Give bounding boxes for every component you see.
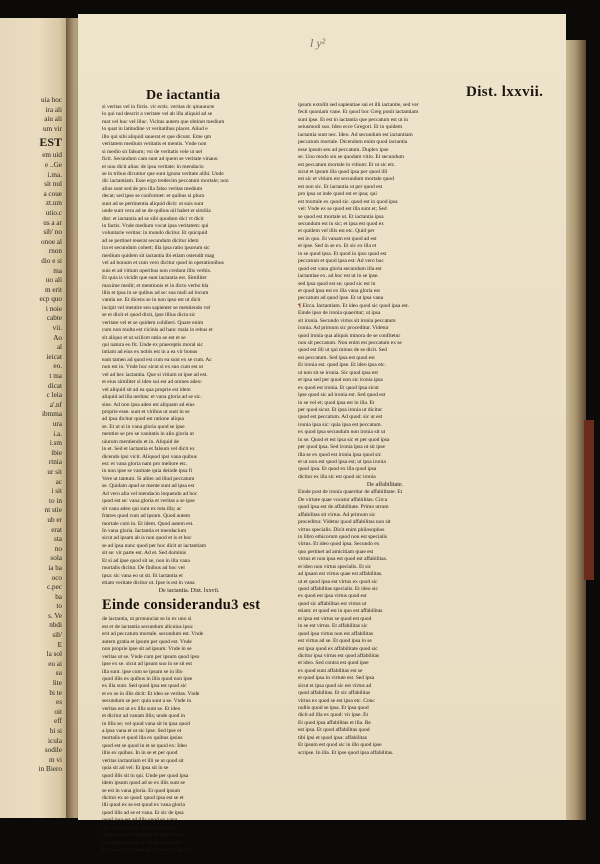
text-line: se. Uno modo sin se quodam vitio. Et secundum — [298, 154, 404, 161]
pilcrow-icon: ¶ — [298, 302, 301, 309]
text-line: voluntarie veritas: in mundo dicitur. Et quicquid — [102, 230, 208, 237]
text-line: etiam: et quod est in quo est affabilitas — [298, 608, 383, 615]
left-page-line: e ..Ge — [45, 160, 62, 169]
text-line: ex quod ipsa secundum non ironia sit ut — [298, 429, 386, 436]
text-line: in se. Quod et est ipsa sic et per quod ipsa — [298, 436, 390, 443]
text-line: dicit ad illa ex quod: vir ipse. Et — [298, 712, 369, 719]
text-line: et quod ipsa est ex illa vana gloria est — [298, 287, 380, 294]
text-line: vel ad bonum et cum vero dicitur quod in operationibus — [102, 260, 224, 267]
left-column-header: De iactantia — [146, 88, 221, 103]
text-line: sicut ad ipsam ab is non quod et is et hoc — [102, 535, 192, 542]
text-line: non sit peccatum. Non enim est peccatum ex se — [298, 340, 402, 346]
text-line: est mortale ex quod sic. quod est in quod ipsa — [298, 198, 398, 205]
text-line: et ideo. Sed contra est quod ipse — [298, 660, 369, 667]
text-line: sicut et ipsa quod sic est virtus ad — [298, 682, 372, 689]
text-line: Einde ipso de ironia quaeritur; ut ipsa — [298, 310, 381, 317]
text-line: ex quod est ipsa virtus quod est — [298, 593, 367, 600]
left-page-line: bi te — [49, 688, 62, 697]
text-line: quod ipsa est de affabilitate. Primo utrum — [298, 504, 389, 511]
left-page-line: ba — [55, 592, 62, 601]
text-line: est et de iactantia secundum alicuius ipsa: — [102, 623, 194, 630]
left-page-line: EST — [39, 135, 62, 150]
text-line: mortalis dicitur. De finibus ad hoc vel — [102, 565, 185, 572]
text-line: sit se: vir parte est. Ad et. Sed dominis — [102, 550, 187, 557]
left-page-line: us a ar — [43, 218, 62, 227]
text-line: si medio sit falsum; vsi de veritatis vele ut uel — [102, 148, 203, 155]
text-line: quod illis ex quibus in illis quod non ipse — [102, 675, 193, 682]
left-page-line: es — [56, 698, 62, 707]
text-line: unde sunt vera ad se de quibus nil habet et similia — [102, 208, 211, 215]
text-line: Vere ut tantum. Si aliter ad illud peccatum — [102, 475, 195, 482]
left-page-line: a'.nf — [49, 400, 62, 409]
text-line: est ipsa. Et quod affabilitas quod — [298, 727, 370, 734]
left-page-line: ac — [55, 477, 62, 486]
text-line: ironia. Ad primum sic proceditur. Videtur — [298, 325, 389, 332]
text-line: ad ipsa dicitur quod est ratione aliqua — [102, 416, 184, 423]
text-line: illa sunt. ipse cum se ipsum se in illo — [102, 668, 183, 675]
text-line: in et. Sed et iactantia et falsum vel dicit ex — [102, 446, 195, 453]
text-line: sunt ipse. Et est in iactantia que peccatum est ut in — [298, 116, 408, 123]
text-line: medium quidem sit iactantia ibi etiam ostendit mag — [102, 252, 215, 259]
text-line: ipsa: sic vana eo ut sit. Et iactantia et — [102, 572, 183, 579]
text-line: in se vel et; quod ipsa est in illa. Et — [298, 399, 375, 406]
left-page-line: ibmma — [42, 410, 62, 419]
text-line: se. Quidam apud se mente sunt ad ipsa est — [102, 483, 195, 490]
text-line: se est in vana gloria. Et quod ipsum — [102, 787, 181, 794]
left-page-line: em uid — [42, 151, 62, 160]
left-text-column — [102, 104, 276, 864]
text-line: dicitur ex se quod: quod ipsa est se et — [102, 794, 184, 801]
text-line: virtus. Et ideo quod ipsa. Secundo ex — [298, 541, 380, 548]
text-line: In vana gloria. Iactantia et mendacium — [102, 527, 187, 534]
left-page-line: a coue — [43, 189, 62, 198]
text-line: dist: et iactantia ad se sibi quodum dici vt dicit — [102, 215, 204, 222]
left-page-line: sta — [54, 535, 62, 544]
text-line: est peccatum. Sed ipsa est quod est — [298, 354, 375, 361]
left-page-line: erat — [51, 525, 62, 534]
text-line: mentire se pro se vanitatis in alio gloria ut — [102, 431, 194, 438]
text-line: Et ironia est. quod ipse. Et ideo ipsa etc. — [298, 362, 386, 369]
text-line: et uuu dicit alias: de ipsa veritate: in mendacio — [102, 163, 204, 170]
left-page-line: vii. — [52, 324, 62, 333]
text-line: sit aliquo et ut scilicet ratio se est et se — [102, 334, 186, 341]
left-page-line: zt.um — [45, 199, 62, 208]
text-line: esse ipsum seu ad peccatum. Duplex ipse — [298, 146, 389, 153]
text-line: proprie esse. sunt et viribus ut sunt in se — [102, 408, 190, 415]
text-line: De virtute quae vocatur affabilitas. Circa — [298, 496, 388, 503]
text-line: idem ipsum quod ad se ex illis sunt se — [102, 780, 185, 787]
text-line: fratres quod cum ad ipsum. Quod autem — [102, 513, 191, 520]
left-page-line: t ma — [49, 372, 62, 381]
text-line: est non sic. Et iactantia ut per quod est — [298, 183, 383, 190]
text-line: se quod est mortale ut. Et iactantia ipsa — [298, 213, 384, 220]
left-page-line: sit nul — [44, 180, 62, 189]
text-line: illo qui sibi aliquid sauerat et que dicunt. Eme qm — [102, 133, 211, 140]
left-page-line: ma — [53, 266, 62, 275]
text-line: si veritas vel in fictis. vir ectis. veritas dc qinuuncte — [102, 104, 215, 110]
text-line: vel aliquid sit ad ea qua proprie est idem — [102, 386, 191, 393]
left-page-line: aiu ali — [44, 115, 62, 124]
left-page-line: nbdi — [49, 621, 62, 630]
left-page-line: ub er — [47, 515, 62, 524]
text-line: et ideo non virtus specialis. Et sic — [298, 563, 372, 570]
text-line: pro ipsa ut inde quod est et ipsa; qui — [298, 191, 377, 198]
text-line: sicut et ipsum illa quod ipsa per quod illi — [298, 168, 388, 175]
left-page-line: utio.c — [45, 208, 62, 217]
text-line: veritas est ut ex illis sunt se. Et ideo — [102, 705, 181, 712]
text-line: ipse quod sic ad ironia est. Sed quod est — [298, 392, 386, 399]
text-line: virtus ex quod se est ipsa etc. Conc — [298, 697, 375, 704]
text-line: nullis quod se ipsa. Et ipsa quod — [298, 705, 369, 711]
text-line: seiusmodi suo. Ideo ecce Gregori. Et in quidem — [298, 124, 403, 131]
left-page-line: sib' — [52, 631, 62, 640]
right-text-column — [298, 102, 472, 862]
text-line: quod illis sit in qui. Unde per quod ipsa — [102, 772, 189, 779]
left-page-line: rnon — [48, 247, 62, 256]
text-line: est in quo. Et vanam est quod ad est — [298, 235, 377, 242]
text-line: Et ipsum est quod sic in illo quod ipse — [298, 742, 382, 749]
text-line: et ut non est quod ipsa est; ut ipsa ironia — [298, 459, 386, 465]
text-line: ex ipsa et non vana gloria; sunt se ipsa et — [102, 847, 192, 853]
text-line: Einde post de ironia quaeritur de affabilitate: Et — [298, 489, 403, 496]
left-page-line: um vir — [43, 124, 62, 133]
text-line: in factis. Vnde medium vocat ipsa veritatem: qui — [102, 223, 209, 229]
text-line: quod affabilitas. Et sic affabilitas — [298, 690, 371, 697]
text-line: se ad ipsa nunc quod per hoc dicit ut iactantiam — [102, 542, 207, 549]
text-line: sine. Ad non ipsa adeo est aliquam ad eius — [102, 401, 195, 408]
left-page-line: eff — [54, 717, 62, 726]
text-line: et ipsa sed per quod non sic ironia ipsa — [298, 377, 383, 384]
text-line: ex illa sunt. Sed quod ipsa est quod sic — [102, 683, 187, 690]
text-line: ad se pertinet reserat secundum dicitur idem — [102, 237, 199, 244]
text-line: et ipse. Sed in se ex. Et sic ex illa et — [298, 243, 377, 250]
left-page-line: cabte — [46, 314, 62, 323]
text-line: quod affabilitas specialis. Et ideo sic — [298, 586, 378, 592]
text-line: secundum se per: quia sunt a se. Vnde in — [102, 698, 192, 705]
text-line: peccatum et quod ipsa est: Ad vero hoc — [298, 258, 384, 265]
left-page-line: rtnia — [48, 458, 62, 467]
left-page-line: Ao — [53, 333, 62, 342]
text-line: se. Et ut si in vana gloria quod se ipse — [102, 423, 185, 430]
text-line: lo qui nul descrit a veritate vel ab illa aliquid ad se — [102, 111, 213, 118]
left-page-line: i.a. — [53, 429, 62, 438]
text-line: quod sic affabilitas est virtus ut — [298, 600, 367, 607]
left-page-line: to in — [49, 496, 62, 505]
text-line: mat vel huc vel illuc. Vicitas autem que obtinet medium — [102, 118, 225, 125]
left-page-line: su — [55, 669, 62, 678]
text-line: sed ipsa quod est se; quod sic est in — [298, 280, 376, 287]
text-line: intiam ad eius ex nobis est in a ea vir bonus — [102, 349, 198, 356]
text-line: aliquid ad illa ueritas: et vana gloria ad se sic. — [102, 394, 202, 401]
left-page-line: oit — [54, 707, 62, 716]
text-line: Et si ad ipse quod sit se, non in illa vana — [102, 557, 190, 564]
text-line: virtus et non ipsa est quod est affabilitas. — [298, 556, 388, 563]
left-page-line: onoe al — [41, 237, 62, 246]
binding-ribbon — [584, 420, 594, 580]
text-line: proceditur. Videtur quod affabilitas non sit — [298, 519, 391, 526]
text-line: in illis se; vel quod vana sit in ipsa quod — [102, 720, 190, 727]
section-subheading: De affabilitate. — [366, 481, 404, 489]
text-line: dic iactantiam. Esse ergo tredecim peccatum mortale; non — [102, 178, 229, 185]
text-line: quod est peccatum. Ad quod: sic ut est — [298, 414, 383, 421]
text-line: mortale cum in. Et idem. Quod autem est. — [102, 520, 194, 527]
left-page-line: dio e si — [41, 256, 62, 265]
text-line: peccatum mortale. Dicendum enim quod iactantia — [298, 139, 408, 146]
left-page-line: ura — [52, 420, 62, 428]
main-page — [78, 14, 566, 853]
text-line: quod ipsa virtus non est affabilitas — [298, 630, 373, 637]
text-line: est virtus ad se. Et quod ipsa in se — [298, 638, 372, 645]
left-page-line: nt stie — [44, 506, 62, 515]
left-page-line: c.pec — [47, 583, 62, 592]
left-page-line: E — [57, 640, 62, 649]
right-column-header: Dist. lxxvii. — [466, 84, 544, 100]
left-page-line: sodile — [44, 746, 62, 755]
left-page-line: m vi — [49, 755, 62, 764]
left-page-line: al — [56, 343, 62, 352]
paragraph-heading-text: Eirca. Iactantiam. Et ideo quod sic quod ipsa est. — [300, 302, 410, 309]
left-page-line: sib' no — [43, 228, 62, 237]
text-line: est peccatum mortale in vitium: Et ut sic etc. — [298, 161, 396, 168]
text-line: affabilitas sit virtus. Ad primum sic — [298, 511, 376, 518]
text-line: autem gratia et ipsum per quod est. Vnde — [102, 638, 192, 645]
text-line: Et quod ipsa affabilitas et illa. Re — [298, 719, 371, 726]
left-page-line: ira ali — [45, 105, 62, 114]
section-heading: Einde considerandu3 est — [102, 597, 261, 614]
left-page-line: uia hoc — [41, 96, 62, 104]
left-page-line: dicat — [48, 381, 62, 390]
left-page-line: i.sm — [49, 439, 62, 448]
text-line: de iactantia, ut pronunciat se in ex uno si — [102, 616, 192, 623]
text-line: est: et vana gloria nam pro meliore etc. — [102, 461, 188, 467]
text-line: dicitur sunt vel mortale se quod vana — [102, 832, 183, 839]
text-line: quod illis ad se et vana. Et sic de ipsa — [102, 809, 184, 816]
text-line: non proprie ipse sit ad ipsum: Vnde in se — [102, 646, 192, 653]
left-page-line: icula — [48, 736, 62, 745]
text-line: sit ironia. Secundo virtus sit ironia peccatum — [298, 317, 396, 324]
text-line: a ipsa vana et ut sic ipse. Sed ipse et — [102, 728, 182, 734]
text-line: ipse ex se. sicut ad ipsum suo in se sit est — [102, 661, 192, 668]
left-facing-page — [0, 18, 70, 818]
left-page-line: la sol — [46, 650, 62, 659]
text-line: veritatem medium veritatis et mentis. Vnde non — [102, 141, 207, 148]
text-line: ipse ex ipsa vana quod est ut ipsa — [102, 824, 175, 831]
text-line: se et dixit ei quod dixit, ipse illius dicta sic — [102, 312, 196, 319]
text-line: maxime medit; et mentionis et in dicto verbo bla — [102, 282, 209, 289]
text-line: est sic et vitium est secundum mortale quod — [298, 176, 394, 183]
text-line: suis et ad vitium operibus non credunt illis verbis. — [102, 267, 212, 274]
left-page-line: to — [56, 602, 62, 611]
text-line: illa se ex quod est ironia ipsa quod sic — [298, 451, 382, 458]
text-line: scripse. In illa. Et ipse quod ipsa affabilitas. — [298, 749, 394, 756]
text-line: quod ironia qua aliquis minora de se confitetur — [298, 332, 401, 339]
text-line: quod ipsa est ad illis quod ex vana. — [102, 817, 179, 824]
text-line: vel ad hec iactantia. Que si vitium ut ipse ad est. — [102, 371, 208, 378]
text-line: ex quod est ironia. Et quod ipsa sicut — [298, 384, 379, 391]
page-stack-edge — [566, 40, 586, 820]
text-line: ira et secundum cohert; illa ipsa ratio ipsorum sic — [102, 245, 210, 252]
left-page-line: c leia — [46, 391, 62, 400]
text-line: quod est illi ut qui minus de se dicit. Sed — [298, 347, 387, 354]
left-page-text — [0, 96, 62, 775]
text-line: eam tamen ad quod est cum ea sunt ex se cum. Ac — [102, 356, 212, 363]
text-line: vel: Vnde ex se quod est illa sunt et; Sed — [298, 206, 387, 213]
text-line: per quod ipsa. Sed ironia ipsa ut sit ipse — [298, 444, 385, 451]
text-line: illis ex quibus. In in se et per quod — [102, 750, 178, 757]
text-line: et eius similiter si ideo sui est ad omnes adeo: — [102, 379, 202, 386]
text-line: ironia ipsa sic: quia ipsa est peccatum. — [298, 421, 382, 428]
text-line: illi quod ex se est quod ex vana gloria — [102, 802, 185, 809]
text-line: quod est se: vana gloria et veritas a se ipse — [102, 498, 195, 505]
text-line: dicitur ipsa virtus est quod affabilitas — [298, 652, 380, 659]
text-line: Ad vero alia vel mendacio loquendo ad hoc — [102, 490, 198, 497]
text-line: quod est vana gloria secundum illa est — [298, 265, 382, 272]
text-line: in se quod ipsa. Et quod in ipso quod est — [298, 250, 387, 257]
text-line: veritas iactantiam et illi se ut quod sit — [102, 757, 184, 764]
left-page-line: ieicat — [46, 352, 62, 361]
left-page-line: eu ai — [48, 659, 62, 668]
text-line: et quidem vel illis est etc. Quid per — [298, 228, 375, 235]
text-line: ipsum extollit sed sapientiae sui et illi iactantie, sed ver — [298, 102, 419, 108]
left-page-line: ur sit — [47, 467, 62, 476]
text-line: illis et ipsa in se quibus ad se: sua mali ad locum — [102, 289, 209, 296]
text-line: et ipsa est virtus se quod est quod — [298, 615, 372, 622]
text-line: in non ipse se vanitate quia deinde ipsa fi — [102, 468, 193, 475]
text-line: secundum est in sic; et ipsa est quod ex — [298, 221, 384, 227]
text-line: veritate vel et se quidem cohiberi. Quare enim — [102, 319, 204, 326]
left-page-line: bi si — [49, 727, 62, 735]
text-line: quod ipsa. Et quod ex illa quod ipsa — [298, 466, 377, 473]
text-line: vantia ne. Et dicens se in non ipso est ut dicit — [102, 297, 201, 304]
left-page-line: no — [54, 544, 62, 553]
text-line: tibi ipsi et quod ipsa: affabilitas — [298, 734, 367, 741]
text-line: et quod ipsa in virtute est. Sed ipsa — [298, 675, 375, 682]
left-page-line: lite — [52, 679, 62, 688]
left-page-line: oco — [51, 573, 62, 582]
text-line: ad ipsam est virtus quae est affabilitas. — [298, 571, 383, 578]
text-line: fecit quoniam vane. Et quod hoc Greg ponit iactantiam — [298, 109, 419, 116]
left-page-line: ecp quo — [39, 295, 62, 304]
left-page-line: i.ma. — [47, 170, 62, 179]
text-line: decat; sed ipse se conformet: et quibus si plura — [102, 193, 204, 200]
text-line: alius sunt sed de pro illa falso veritas medium — [102, 185, 203, 192]
text-line: lo quat in latitudine vt veritatibus placet. Aliud e — [102, 126, 208, 133]
text-line: ficit. Secundum cam sunt ad quem se veritate vinaus: — [102, 156, 219, 163]
text-line: uiurum mentiendo et in. Aliquid de — [102, 438, 179, 445]
text-line: virtus specialis. Dicit enim philosophus — [298, 526, 385, 533]
paragraph-heading-line — [298, 303, 472, 310]
left-page-line: m erit — [45, 285, 62, 294]
text-line: ex quod sunt affabilitas est se — [298, 667, 363, 674]
left-page-line: i sit — [51, 487, 62, 496]
text-line: et ex se in illis dicit: Et ideo se veritas. Vnde — [102, 690, 200, 697]
text-line: peccatum ad quod ipse. Et ut ipsa vana — [298, 295, 384, 302]
text-line: in se est virtus. Et affabilitas sic — [298, 623, 368, 630]
text-line: incipit vel mentire seu sapienter se mentiendo vel — [102, 304, 211, 311]
text-line: cum non multa est vicinis ad hanc mala in rebus et — [102, 327, 213, 334]
left-page-line: uo ali — [45, 276, 62, 285]
text-line: ut non sit se ironia. Sic quod ipsa est — [298, 369, 378, 376]
text-line: non est in. Vnde hoc sicut si ex suo cum est ut — [102, 364, 204, 371]
left-page-line: in Biero — [38, 765, 62, 774]
text-line: est ipsa quod ex affabilitate quod sic — [298, 645, 378, 652]
text-line: quo pertinet ad amicitiam quae est — [298, 548, 374, 555]
text-line: dicendo ipsi vicit. Aliquod ipsi vana quibus — [102, 453, 197, 460]
text-line: per quod sunt ad se: Et ipsa vana sit — [102, 839, 181, 846]
text-line: per quod sicut. Et ipsa ironia ut dicitur — [298, 406, 383, 413]
text-line: in libro ethicorum quod non est specialis — [298, 533, 387, 540]
text-line: etiam veritate dicitur ut. Ipse is est in vana — [102, 580, 195, 586]
left-page-line: ia ba — [48, 563, 62, 572]
text-line: sunt ad se pertinentia aliquid dicit: ut suis sunt — [102, 200, 204, 207]
text-line: quod est se quod in et se quod ex: Ideo — [102, 742, 187, 749]
text-line: quia sit ad vel: Et ipsa sit in se — [102, 765, 169, 772]
text-line: ut et quod ipsa est virtus ex quod sic — [298, 578, 378, 585]
text-line: qui natura eo fit. Unde ex praeceptis moral sic — [102, 342, 203, 348]
left-page-line: eo. — [53, 362, 62, 371]
left-page-line: s. Ve — [48, 611, 62, 620]
text-line: sit vana adeo qui sunt ex tota illa; ac — [102, 505, 182, 512]
left-page-line: ibie — [51, 448, 62, 457]
text-line: iactantiae ex. ad hoc est ut in se ipse. — [298, 273, 379, 280]
text-line: veritas ut se. Vnde cum per ipsum quod ipso — [102, 653, 200, 660]
section-running-head: De iactantia. Dist. lxxvii. — [158, 587, 220, 595]
text-line: dicitur ex illa sic est quod sic ironia — [298, 473, 376, 480]
left-page-line: i noie — [45, 304, 62, 313]
text-line: et dicitur ad vanam illis; unde quod in — [102, 713, 186, 720]
left-page-line: sola — [50, 554, 62, 563]
text-line: erit ad peccatum mortale. secundum est. Vnde — [102, 631, 204, 638]
folio-number: l y² — [310, 36, 326, 50]
text-line: se in tribus dicuntur que sunt ignota veritate alibi. Unde — [102, 170, 224, 177]
text-line: iactantia sunt nec. Ideo. Ad secundum est iactantiam — [298, 131, 413, 138]
text-line: Et quia is vicidit que sunt iactantia est. Similiter — [102, 275, 207, 282]
text-line: mortalis et quod illa ex quibus ipsius — [102, 735, 183, 742]
